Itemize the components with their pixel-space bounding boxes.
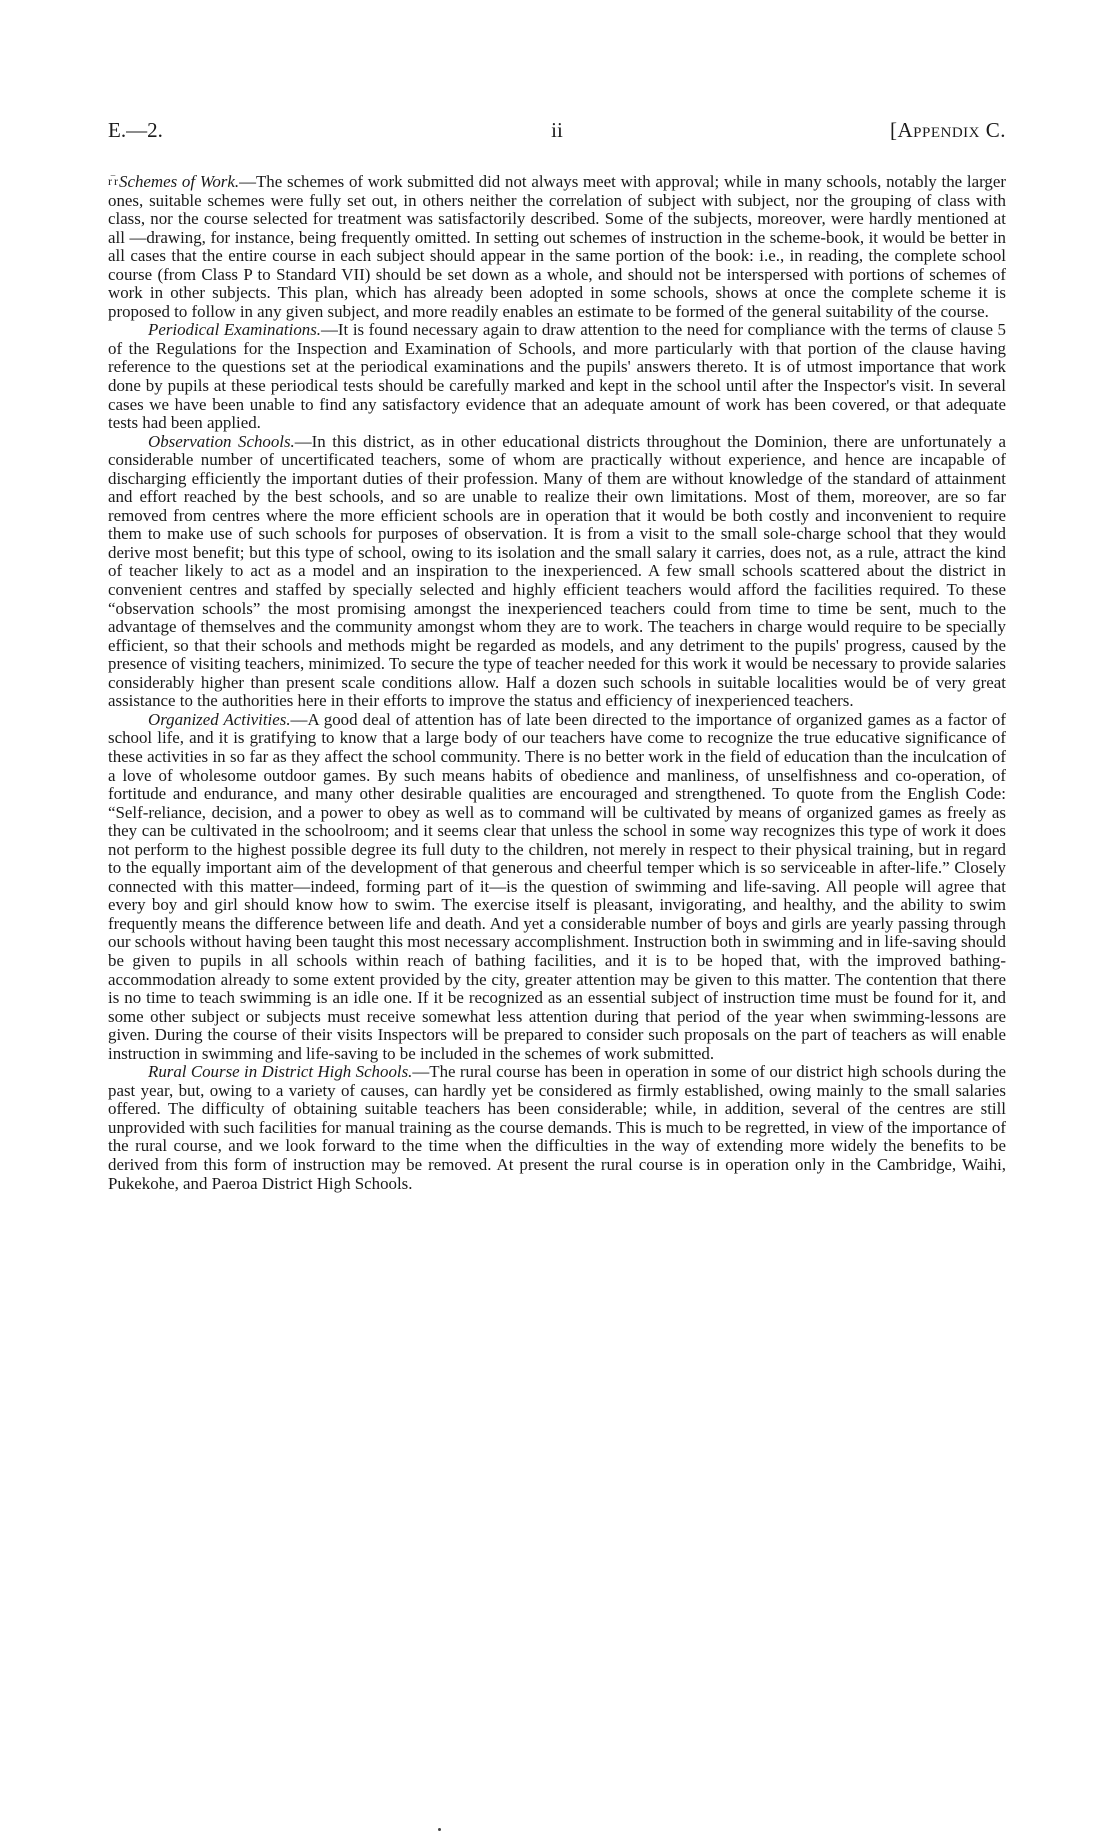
paragraph-text: The rural course has been in operation in some of our district high schools during the past year, but, owing to a variety of causes, can hardly yet be considered as firmly established, owing mainly to the small salaries offered. The difficulty of obtaining suitable teachers has been considerable; while, in addition, several of the centres are still unprovided with such facilities for manual training as the course demands. This is much to be regretted, in view of the importance of the rural course, and we look forward to the time when the difficulties in the way of extending more widely the benefits to be derived from this form of instruction may be removed. At present the rural course is in operation only in the Cambridge, Waihi, Pukekohe, and Paeroa District High Schools.	[108, 1062, 1006, 1193]
paragraph-periodical-examinations: Periodical Examinations.—It is found necessary again to draw attention to the need for compliance with the terms of clause 5 of the Regulations for the Inspection and Examination of Schools, and more particularly with that portion of the clause having reference to the questions set at the periodical examinations and the pupils' answers thereto. It is of utmost importance that work done by pupils at these periodical tests should be carefully marked and kept in the school until after the Inspector's visit. In several cases we have been unable to find any satisfactory evidence that an adequate amount of work has been covered, or that adequate tests had been applied.	[108, 320, 1006, 433]
paragraph-text: The schemes of work submitted did not always meet with approval; while in many schools, notably the larger ones, suitable schemes were fully set out, in others neither the correlation of subject with subject, nor the grouping of class with class, nor the course selected for treatment was satisfactorily described. Some of the subjects, moreover, were hardly mentioned at all —drawing, for instance, being frequently omitted. In setting out schemes of instruction in the scheme-book, it would be better in all cases that the entire course in each subject should appear in the same portion of the book: i.e., in reading, the complete school course (from Class P to Standard VII) should be set down as a whole, and should not be interspersed with portions of schemes of work in other subjects. This plan, which has already been adopted in some schools, shows at once the complete scheme it is proposed to follow in any given subject, and more readily enables an estimate to be formed of the general suitability of the course.	[108, 172, 1006, 321]
paragraph-observation-schools: Observation Schools.—In this district, as in other educational districts throughout the Dominion, there are unfortunately a considerable number of uncertificated teachers, some of whom are practically without experience, and hence are incapable of discharging efficiently the important duties of their profession. Many of them are without knowledge of the standard of attainment and effort reached by the best schools, and so are unable to realize their own limitations. Most of them, moreover, are so far removed from centres where the more efficient schools are in operation that it would be both costly and inconvenient to require them to make use of such schools for purposes of observation. It is from a visit to the small sole-charge school that they would derive most benefit; but this type of school, owing to its isolation and the small salary it carries, does not, as a rule, attract the kind of teacher likely to act as a model and an inspiration to the inexperienced. A few small schools scattered about the district in convenient centres and staffed by specially selected and highly efficient teachers would afford the facilities required. To these “observation schools” the most promising amongst the inexperienced teachers could from time to time be sent, much to the advantage of themselves and the community amongst whom they are to work. The teachers in charge would require to be specially efficient, so that their schools and methods might be regarded as models, and any detriment to the pupils' progress, caused by the presence of visiting teachers, minimized. To secure the type of teacher needed for this work it would be necessary to provide salaries considerably higher than present scale conditions allow. Half a dozen such schools in suitable localities would be of very great assistance to the authorities here in their efforts to improve the status and efficiency of inexperienced teachers.	[108, 431, 1006, 711]
page-header	[108, 118, 1006, 148]
paragraph-schemes-of-work: r‾r Schemes of Work.—The schemes of work submitted did not always meet with approval; while in many schools, notably the larger ones, suitable schemes were fully set out, in others neither the correlation of subject with subject, nor the grouping of class with class, nor the course selected for treatment was satisfactorily described. Some of the subjects, moreover, were hardly mentioned at all —drawing, for instance, being frequently omitted. In setting out schemes of instruction in the scheme-book, it would be better in all cases that the entire course in each subject should appear in the same portion of the book: i.e., in reading, the complete school course (from Class P to Standard VII) should be set down as a whole, and should not be interspersed with portions of schemes of work in other subjects. This plan, which has already been adopted in some schools, shows at once the complete scheme it is proposed to follow in any given subject, and more readily enables an estimate to be formed of the general suitability of the course.	[108, 172, 1006, 321]
paragraph-heading: Observation Schools.	[148, 431, 295, 451]
stray-mark	[438, 1828, 441, 1831]
appendix-label: [Appendix C.	[889, 118, 1006, 142]
paragraph-organized-activities: Organized Activities.—A good deal of attention has of late been directed to the importance of organized games as a factor of school life, and it is gratifying to know that a large body of our teachers have come to recognize the true educative significance of these activities in so far as they affect the school community. There is no better work in the field of education than the inculcation of a love of wholesome outdoor games. By such means habits of obedience and manliness, of unselfishness and co-operation, of fortitude and endurance, and many other desirable qualities are encouraged and strengthened. To quote from the English Code: “Self-reliance, decision, and a power to obey as well as to command will be cultivated by means of organized games as freely as they can be cultivated in the schoolroom; and it seems clear that unless the school in some way recognizes this type of work it does not perform to the highest possible degree its full duty to the children, not merely in respect to their physical training, but in regard to the equally important aim of the development of that generous and cheerful temper which is so serviceable in after-life.” Closely connected with this matter—indeed, forming part of it—is the question of swimming and life-saving. All people will agree that every boy and girl should know how to swim. The exercise itself is pleasant, invigorating, and healthy, and the ability to swim frequently means the difference between life and death. And yet a considerable number of boys and girls are yearly passing through our schools without having been taught this most necessary accomplishment. Instruction both in swimming and in life-saving should be given to pupils in all schools within reach of bathing facilities, and it is to be hoped that, with the improved bathing-accommodation already to some extent provided by the city, greater attention may be given to this matter. The contention that there is no time to teach swimming is an idle one. If it be recognized as an essential subject of instruction time must be found for it, and some other subject or subjects must receive somewhat less attention during that period of the year when swimming-lessons are given. During the course of their visits Inspectors will be prepared to consider such proposals on the part of teachers as will enable instruction in swimming and life-saving to be included in the schemes of work submitted.	[108, 709, 1006, 1063]
report-code: E.—2.	[108, 118, 163, 142]
report-body	[108, 172, 1006, 1193]
paragraph-heading: Periodical Examinations.	[148, 320, 322, 340]
paragraph-rural-course: Rural Course in District High Schools.—The rural course has been in operation in some of our district high schools during the past year, but, owing to a variety of causes, can hardly yet be considered as firmly established, owing mainly to the small salaries offered. The difficulty of obtaining suitable teachers has been considerable; while, in addition, several of the centres are still unprovided with such facilities for manual training as the course demands. This is much to be regretted, in view of the importance of the rural course, and we look forward to the time when the difficulties in the way of extending more widely the benefits to be derived from this form of instruction may be removed. At present the rural course is in operation only in the Cambridge, Waihi, Pukekohe, and Paeroa District High Schools.	[108, 1062, 1006, 1193]
page-number: ii	[551, 118, 563, 142]
paragraph-heading: Schemes of Work.	[119, 172, 240, 191]
paragraph-heading: Organized Activities.	[148, 709, 291, 729]
paragraph-heading: Rural Course in District High Schools.	[148, 1062, 413, 1082]
paragraph-text: It is found necessary again to draw attention to the need for compliance with the terms of clause 5 of the Regulations for the Inspection and Examination of Schools, and more particularly with that portion of the clause having reference to the questions set at the periodical examinations and the pupils' answers thereto. It is of utmost importance that work done by pupils at these periodical tests should be carefully marked and kept in the school until after the Inspector's visit. In several cases we have been unable to find any satisfactory evidence that an adequate amount of work has been covered, or that adequate tests had been applied.	[108, 320, 1006, 433]
marginal-mark: r‾r	[108, 174, 117, 188]
paragraph-text: In this district, as in other educational districts throughout the Dominion, there are unfortunately a considerable number of uncertificated teachers, some of whom are practically without experience, and hence are incapable of discharging efficiently the important duties of their profession. Many of them are without knowledge of the standard of attainment and effort reached by the best schools, and so are unable to realize their own limitations. Most of them, moreover, are so far removed from centres where the more efficient schools are in operation that it would be both costly and inconvenient to require them to make use of such schools for purposes of observation. It is from a visit to the small sole-charge school that they would derive most benefit; but this type of school, owing to its isolation and the small salary it carries, does not, as a rule, attract the kind of teacher likely to act as a model and an inspiration to the inexperienced. A few small schools scattered about the district in convenient centres and staffed by specially selected and highly efficient teachers would afford the facilities required. To these “observation schools” the most promising amongst the inexperienced teachers could from time to time be sent, much to the advantage of themselves and the community amongst whom they are to work. The teachers in charge would require to be specially efficient, so that their schools and methods might be regarded as models, and any detriment to the pupils' progress, caused by the presence of visiting teachers, minimized. To secure the type of teacher needed for this work it would be necessary to provide salaries considerably higher than present scale conditions allow. Half a dozen such schools in suitable localities would be of very great assistance to the authorities here in their efforts to improve the status and efficiency of inexperienced teachers.	[108, 431, 1006, 711]
paragraph-text: A good deal of attention has of late been directed to the importance of organized games as a factor of school life, and it is gratifying to know that a large body of our teachers have come to recognize the true educative significance of these activities in so far as they affect the school community. There is no better work in the field of education than the inculcation of a love of wholesome outdoor games. By such means habits of obedience and manliness, of unselfishness and co-operation, of fortitude and endurance, and many other desirable qualities are encouraged and strengthened. To quote from the English Code: “Self-reliance, decision, and a power to obey as well as to command will be cultivated by means of organized games as freely as they can be cultivated in the schoolroom; and it seems clear that unless the school in some way recognizes this type of work it does not perform to the highest possible degree its full duty to the children, not merely in respect to their physical training, but in regard to the equally important aim of the development of that generous and cheerful temper which is so serviceable in after-life.” Closely connected with this matter—indeed, forming part of it—is the question of swimming and life-saving. All people will agree that every boy and girl should know how to swim. The exercise itself is pleasant, invigorating, and healthy, and the ability to swim frequently means the difference between life and death. And yet a considerable number of boys and girls are yearly passing through our schools without having been taught this most necessary accomplishment. Instruction both in swimming and in life-saving should be given to pupils in all schools within reach of bathing facilities, and it is to be hoped that, with the improved bathing-accommodation already to some extent provided by the city, greater attention may be given to this matter. The contention that there is no time to teach swimming is an idle one. If it be recognized as an essential subject of instruction time must be found for it, and some other subject or subjects must receive somewhat less attention during that period of the year when swimming-lessons are given. During the course of their visits Inspectors will be prepared to consider such proposals on the part of teachers as will enable instruction in swimming and life-saving to be included in the schemes of work submitted.	[108, 709, 1006, 1063]
